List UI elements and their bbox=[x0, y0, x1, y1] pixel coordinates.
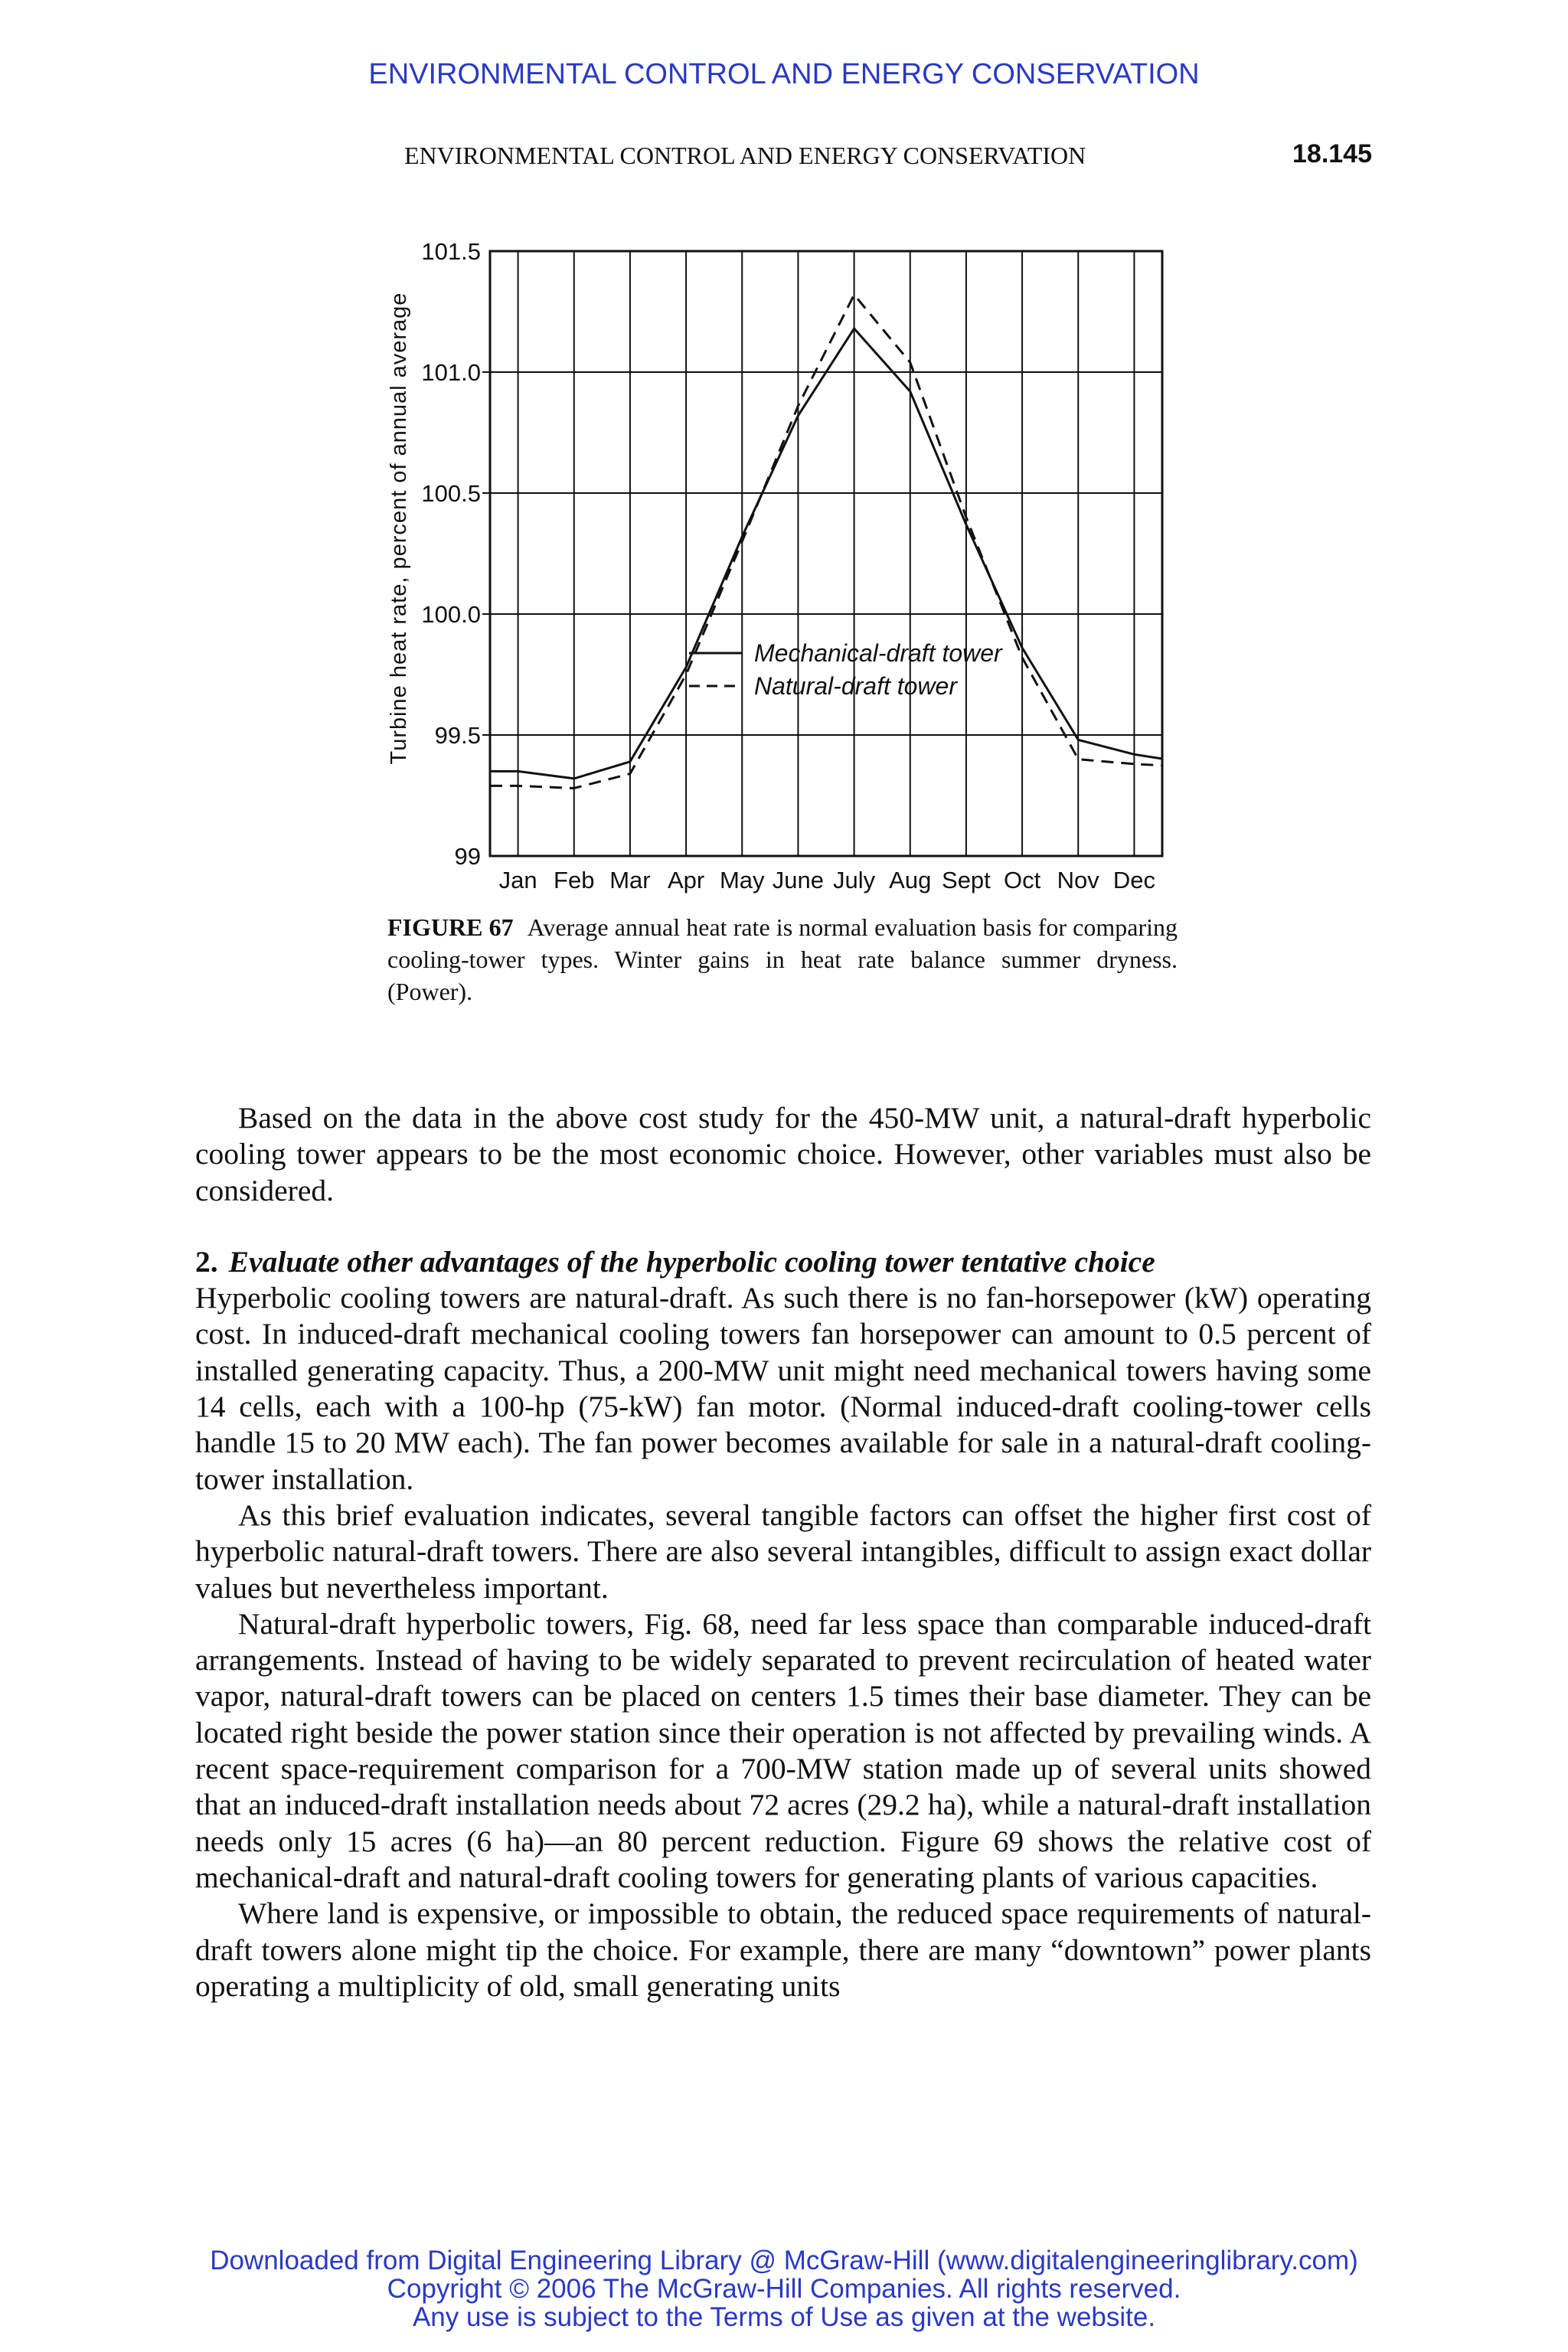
plot-frame bbox=[490, 251, 1162, 856]
legend-label-mechanical: Mechanical-draft tower bbox=[754, 639, 1002, 667]
section-heading bbox=[195, 1244, 1371, 1280]
x-tick-label: Dec bbox=[1112, 867, 1155, 893]
heat-rate-chart bbox=[368, 230, 1210, 903]
top-banner[interactable]: ENVIRONMENTAL CONTROL AND ENERGY CONSERVATION bbox=[368, 58, 1200, 90]
figure-caption bbox=[387, 911, 1178, 1008]
series-mechanical-draft-line bbox=[490, 328, 1162, 779]
chart-grid bbox=[482, 251, 1162, 856]
paragraph-3: As this brief evaluation indicates, several tangible factors can offset the higher first cost of hyperbolic natural-draft towers. There are also several intangibles, difficult to assign exact dollar values but nevertheless important. bbox=[195, 1498, 1371, 1605]
y-tick-label: 101.0 bbox=[421, 359, 481, 386]
footer[interactable] bbox=[0, 2246, 1568, 2331]
x-tick-label: June bbox=[772, 867, 825, 893]
chart-labels bbox=[421, 238, 1155, 893]
figure-label: FIGURE 67 bbox=[387, 913, 514, 941]
x-tick-label: Apr bbox=[667, 867, 705, 893]
y-tick-label: 100.5 bbox=[421, 480, 481, 507]
y-tick-label: 100.0 bbox=[421, 601, 481, 628]
y-tick-label: 99 bbox=[454, 843, 481, 870]
x-tick-label: Aug bbox=[889, 867, 932, 893]
chart-legend bbox=[689, 639, 1003, 700]
section-title: Evaluate other advantages of the hyperbolic cooling tower tentative choice bbox=[228, 1244, 1155, 1279]
legend-label-natural: Natural-draft tower bbox=[754, 672, 957, 700]
page-number: 18.145 bbox=[1292, 139, 1372, 168]
x-tick-label: Nov bbox=[1057, 867, 1099, 893]
chart-series bbox=[490, 295, 1162, 789]
x-tick-label: Mar bbox=[609, 867, 651, 893]
paragraph-1: Based on the data in the above cost study for the 450-MW unit, a natural-draft hyperbolic cooling tower appears to be the most economic choice. However, other variables must also be considered. bbox=[195, 1101, 1371, 1207]
footer-terms-link[interactable]: Any use is subject to the Terms of Use as given at the website. bbox=[412, 2302, 1156, 2332]
section-number: 2. bbox=[195, 1244, 218, 1279]
paragraph-2: Hyperbolic cooling towers are natural-draft. As such there is no fan-horsepower (kW) operating cost. In induced-draft mechanical cooling towers fan horsepower can amount to 0.5 percent of installed generating capacity. Thus, a 200-MW unit might need mechanical towers having some 14 cells, each with a 100-hp (75-kW) fan motor. (Normal induced-draft cooling-tower cells handle 15 to 20 MW each). The fan power becomes available for sale in a natural-draft cooling-tower installation. bbox=[195, 1281, 1371, 1496]
x-tick-label: Feb bbox=[554, 867, 595, 893]
y-axis-title: Turbine heat rate, percent of annual average bbox=[387, 292, 411, 765]
y-tick-label: 101.5 bbox=[421, 238, 481, 265]
body-text bbox=[195, 1100, 1371, 2004]
x-tick-label: Jan bbox=[498, 867, 537, 893]
x-tick-label: Sept bbox=[942, 867, 991, 893]
footer-download-link[interactable]: Downloaded from Digital Engineering Library @ McGraw-Hill (www.digitalengineeringlibrary.com) bbox=[210, 2246, 1358, 2275]
footer-copyright: Copyright © 2006 The McGraw-Hill Companies. All rights reserved. bbox=[387, 2274, 1181, 2304]
x-tick-label: July bbox=[833, 867, 876, 893]
y-tick-label: 99.5 bbox=[434, 722, 481, 749]
running-head: ENVIRONMENTAL CONTROL AND ENERGY CONSERVATION bbox=[404, 142, 1086, 169]
x-tick-label: Oct bbox=[1003, 867, 1041, 893]
paragraph-5: Where land is expensive, or impossible to obtain, the reduced space requirements of natural-draft towers alone might tip the choice. For example, there are many “downtown” power plants operating a multiplicity of old, small generating units bbox=[195, 1896, 1371, 2003]
paragraph-4: Natural-draft hyperbolic towers, Fig. 68, need far less space than comparable induced-draft arrangements. Instead of having to be widely separated to prevent recirculation of heated water vapor, natural-draft towers can be placed on centers 1.5 times their base diameter. They can be located right beside the power station since their operation is not affected by prevailing winds. A recent space-requirement comparison for a 700-MW station made up of several units showed that an induced-draft installation needs about 72 acres (29.2 ha), while a natural-draft installation needs only 15 acres (6 ha)—an 80 percent reduction. Figure 69 shows the relative cost of mechanical-draft and natural-draft cooling towers for generating plants of various capacities. bbox=[195, 1606, 1371, 1894]
figure-caption-text: Average annual heat rate is normal evaluation basis for comparing cooling-tower types. Winter gains in heat rate balance summer dryness. (Power). bbox=[387, 913, 1178, 1005]
x-tick-label: May bbox=[719, 867, 765, 893]
